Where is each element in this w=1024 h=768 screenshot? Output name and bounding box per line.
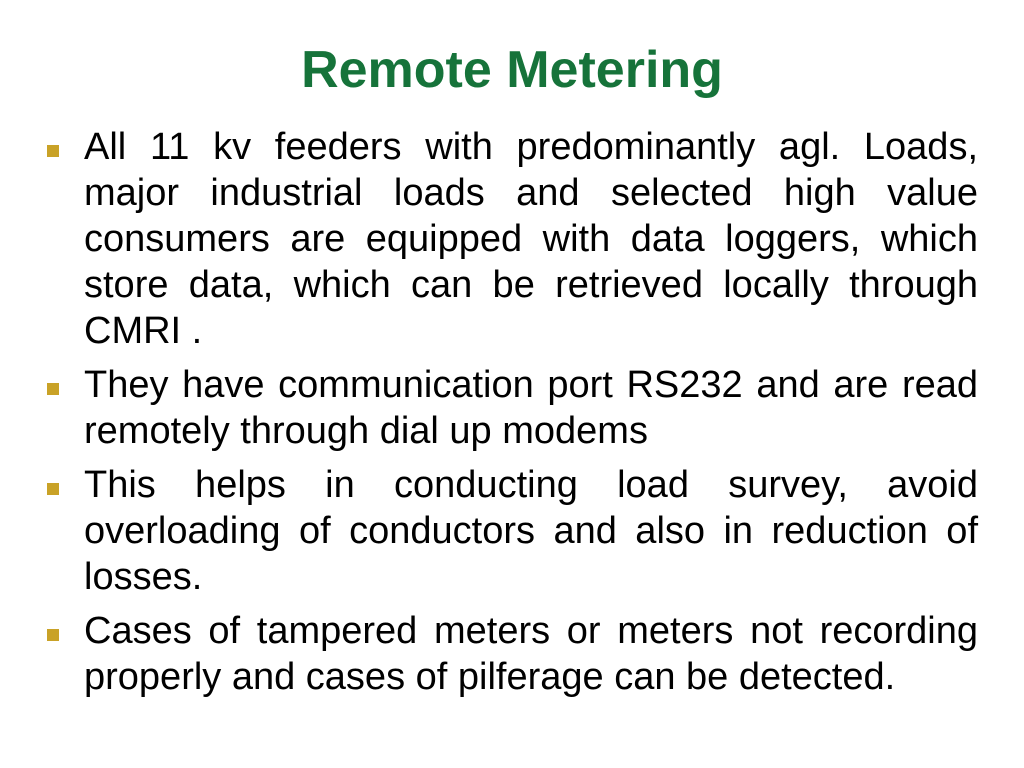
- square-bullet-icon: [47, 383, 59, 395]
- square-bullet-icon: [47, 483, 59, 495]
- bullet-item: [44, 362, 978, 454]
- bullet-text: Cases of tampered meters or meters not recording properly and cases of pilferage can be detected.: [84, 610, 978, 698]
- bullet-item: [44, 124, 978, 354]
- square-bullet-icon: [47, 629, 59, 641]
- bullet-item: [44, 462, 978, 600]
- bullet-list: [44, 124, 978, 708]
- bullet-text: They have communication port RS232 and are read remotely through dial up modems: [84, 364, 978, 452]
- slide-title: Remote Metering: [301, 41, 723, 99]
- square-bullet-icon: [47, 145, 59, 157]
- bullet-text: This helps in conducting load survey, avoid overloading of conductors and also in reduction of losses.: [84, 464, 978, 598]
- bullet-text: All 11 kv feeders with predominantly agl. Loads, major industrial loads and selected high value consumers are equipped with data loggers, which store data, which can be retrieved locally through CMRI .: [84, 126, 978, 352]
- bullet-item: [44, 608, 978, 700]
